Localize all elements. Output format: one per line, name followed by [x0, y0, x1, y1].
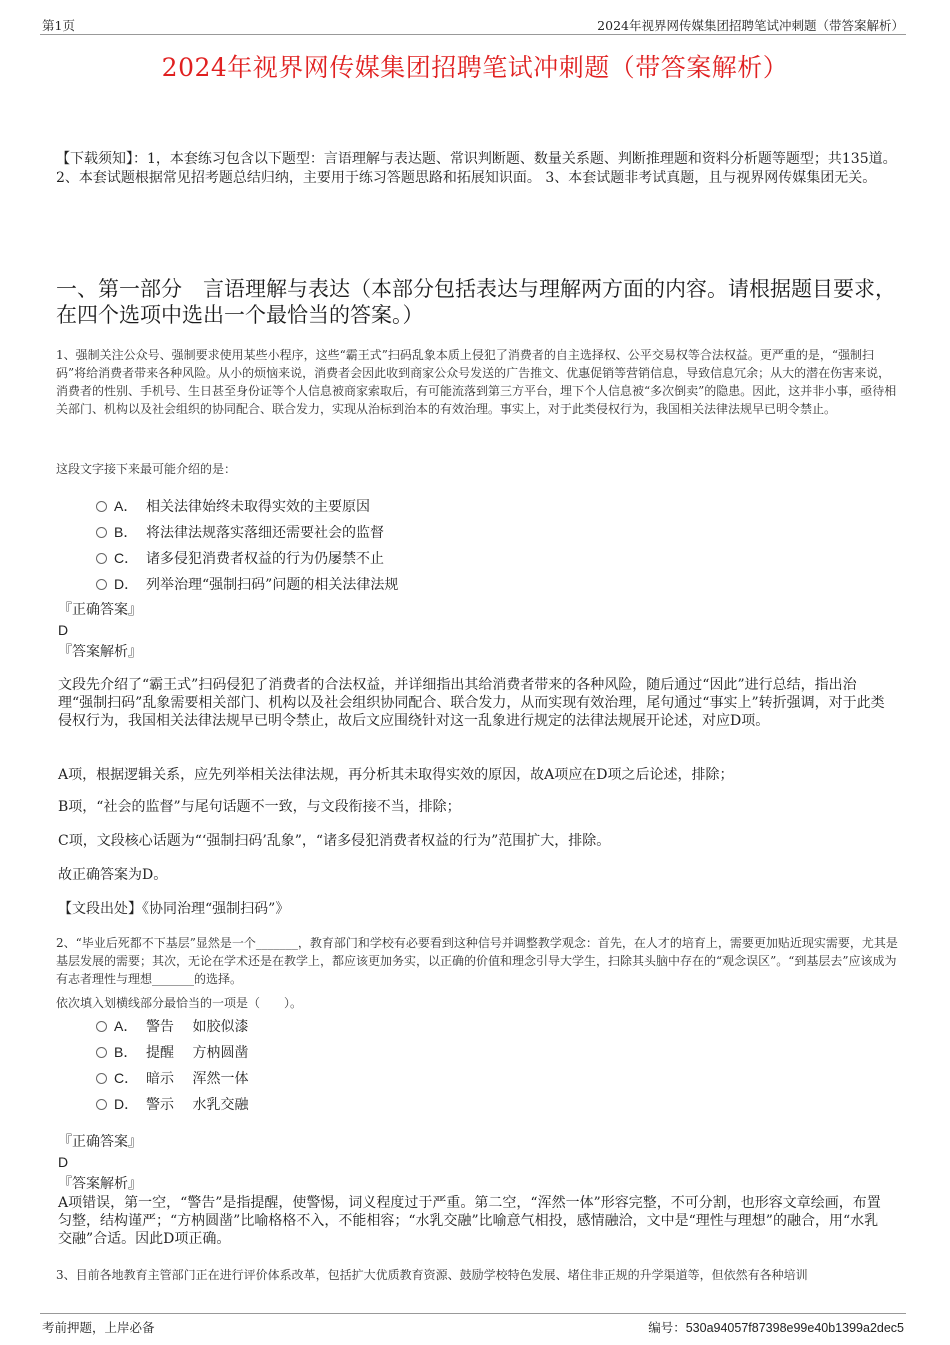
analysis-paragraph: B项，“社会的监督”与尾句话题不一致，与文段衔接不当，排除； — [58, 799, 461, 815]
option-letter: A． — [114, 498, 138, 514]
question-1-prompt: 这段文字接下来最可能介绍的是： — [56, 462, 237, 476]
option-text: 列举治理“强制扫码”问题的相关法律法规 — [146, 577, 399, 593]
option-letter: C． — [114, 550, 139, 566]
page-number: 第1页 — [42, 18, 75, 33]
radio-icon[interactable] — [96, 1047, 107, 1058]
correct-answer: D — [58, 1154, 69, 1170]
document-title: 2024年视界网传媒集团招聘笔试冲刺题（带答案解析） — [161, 53, 789, 82]
option-letter: B． — [114, 524, 138, 540]
question-2-prompt: 依次填入划横线部分最恰当的一项是（ ）。 — [56, 996, 303, 1010]
analysis-paragraph: C项，文段核心话题为“‘强制扫码’乱象”，“诸多侵犯消费者权益的行为”范围扩大，排除。 — [58, 833, 611, 849]
analysis-label: 『答案解析』 — [58, 644, 142, 660]
option-d[interactable] — [96, 1092, 696, 1118]
option-c[interactable] — [96, 1066, 696, 1092]
question-1-stem: 1、强制关注公众号、强制要求使用某些小程序，这些“霸王式”扫码乱象本质上侵犯了消费者的自主选择权、公平交易权等合法权益。更严重的是，“强制扫码”将给消费者带来各种风险。从小的烦恼来说，消费者会因此收到商家公众号发送的广告推文、优惠促销等营销信息，导致信息冗余；从大的潜在伤害来说，消费者的性别、手机号、生日甚至身份证等个人信息被商家索取后，有可能流落到第三方平台，埋下个人信息被“多次倒卖”的隐患。因此，这并非小事，亟待相关部门、机构以及社会组织的协同配合、联合发力，实现从治标到治本的有效治理。事实上，对于此类侵权行为，我国相关法律法规早已明令禁止。 — [56, 348, 897, 416]
option-letter: A． — [114, 1018, 138, 1034]
question-2-stem: 2、“毕业后死都不下基层”显然是一个_______，教育部门和学校有必要看到这种信号并调整教学观念：首先，在人才的培育上，需要更加贴近现实需要，尤其是基层发展的需要；其次，无论在学术还是在教学上，都应该更加务实，以正确的价值和理念引导大学生，扫除其头脑中存在的“观念误区”。“到基层去”应该成为有志者理性与理想_______的选择。 — [56, 936, 898, 986]
radio-icon[interactable] — [96, 527, 107, 538]
code-label: 编号： — [648, 1320, 686, 1335]
option-text: 警示 水乳交融 — [146, 1097, 249, 1113]
option-a[interactable] — [96, 494, 696, 520]
option-b[interactable] — [96, 520, 696, 546]
option-text: 暗示 浑然一体 — [146, 1071, 249, 1087]
section-title: 一、第一部分 言语理解与表达（本部分包括表达与理解两方面的内容。请根据题目要求，在四个选项中选出一个最恰当的答案。） — [56, 277, 896, 327]
question-2-options — [96, 1014, 696, 1118]
radio-icon[interactable] — [96, 1073, 107, 1084]
radio-icon[interactable] — [96, 579, 107, 590]
correct-answer: D — [58, 622, 69, 638]
radio-icon[interactable] — [96, 1099, 107, 1110]
analysis-paragraph: 文段先介绍了“霸王式”扫码侵犯了消费者的合法权益，并详细指出其给消费者带来的各种风险，随后通过“因此”进行总结，指出治理“强制扫码”乱象需要相关部门、机构以及社会组织协同配合、联合发力，从而实现有效治理，尾句通过“事实上”转折强调，对于此类侵权行为，我国相关法律法规早已明令禁止，故后文应围绕针对这一乱象进行规定的法律法规展开论述，对应D项。 — [58, 677, 885, 729]
option-letter: D． — [114, 1096, 139, 1112]
footer-slogan: 考前押题，上岸必备 — [42, 1320, 155, 1335]
option-d[interactable] — [96, 572, 696, 598]
analysis-paragraph: A项错误，第一空，“警告”是指提醒，使警惕，词义程度过于严重。第二空，“浑然一体”形容完整，不可分割，也形容文章绘画，布置匀整，结构谨严；“方枘圆凿”比喻格格不入，不能相容；“水乳交融”比喻意气相投，感情融洽，文中是“理性与理想”的融合，用“水乳交融”合适。因此D项正确。 — [58, 1195, 881, 1247]
option-text: 警告 如胶似漆 — [146, 1019, 249, 1035]
answer-label: 『正确答案』 — [58, 602, 142, 618]
code-value: 530a94057f87398e99e40b1399a2dec5 — [685, 1321, 904, 1335]
question-3-stem: 3、目前各地教育主管部门正在进行评价体系改革，包括扩大优质教育资源、鼓励学校特色发展、堵住非正规的升学渠道等，但依然有各种培训 — [56, 1268, 808, 1282]
radio-icon[interactable] — [96, 553, 107, 564]
option-b[interactable] — [96, 1040, 696, 1066]
option-text: 相关法律始终未取得实效的主要原因 — [146, 499, 370, 515]
download-notice: 【下载须知】：1，本套练习包含以下题型：言语理解与表达题、常识判断题、数量关系题、判断推理题和资料分析题等题型；共135道。 2、本套试题根据常见招考题总结归纳，主要用于练习答题思路和拓展知识面。 3、本套试题非考试真题，且与视界网传媒集团无关。 — [56, 151, 897, 186]
analysis-label: 『答案解析』 — [58, 1176, 142, 1192]
option-c[interactable] — [96, 546, 696, 572]
answer-label: 『正确答案』 — [58, 1134, 142, 1150]
document-code — [648, 1318, 904, 1336]
analysis-paragraph: A项，根据逻辑关系，应先列举相关法律法规，再分析其未取得实效的原因，故A项应在D项之后论述，排除； — [58, 767, 734, 783]
option-text: 将法律法规落实落细还需要社会的监督 — [146, 525, 384, 541]
header-doc-title: 2024年视界网传媒集团招聘笔试冲刺题（带答案解析） — [597, 18, 904, 33]
option-letter: D． — [114, 576, 139, 592]
option-a[interactable] — [96, 1014, 696, 1040]
radio-icon[interactable] — [96, 1021, 107, 1032]
question-1-options — [96, 494, 696, 598]
page-header — [40, 14, 906, 35]
option-text: 诸多侵犯消费者权益的行为仍屡禁不止 — [146, 551, 384, 567]
radio-icon[interactable] — [96, 501, 107, 512]
option-text: 提醒 方枘圆凿 — [146, 1045, 249, 1061]
option-letter: B． — [114, 1044, 138, 1060]
analysis-paragraph: 故正确答案为D。 — [58, 867, 168, 883]
option-letter: C． — [114, 1070, 139, 1086]
page-footer — [40, 1313, 906, 1336]
source-citation: 【文段出处】《协同治理“强制扫码”》 — [58, 901, 290, 917]
